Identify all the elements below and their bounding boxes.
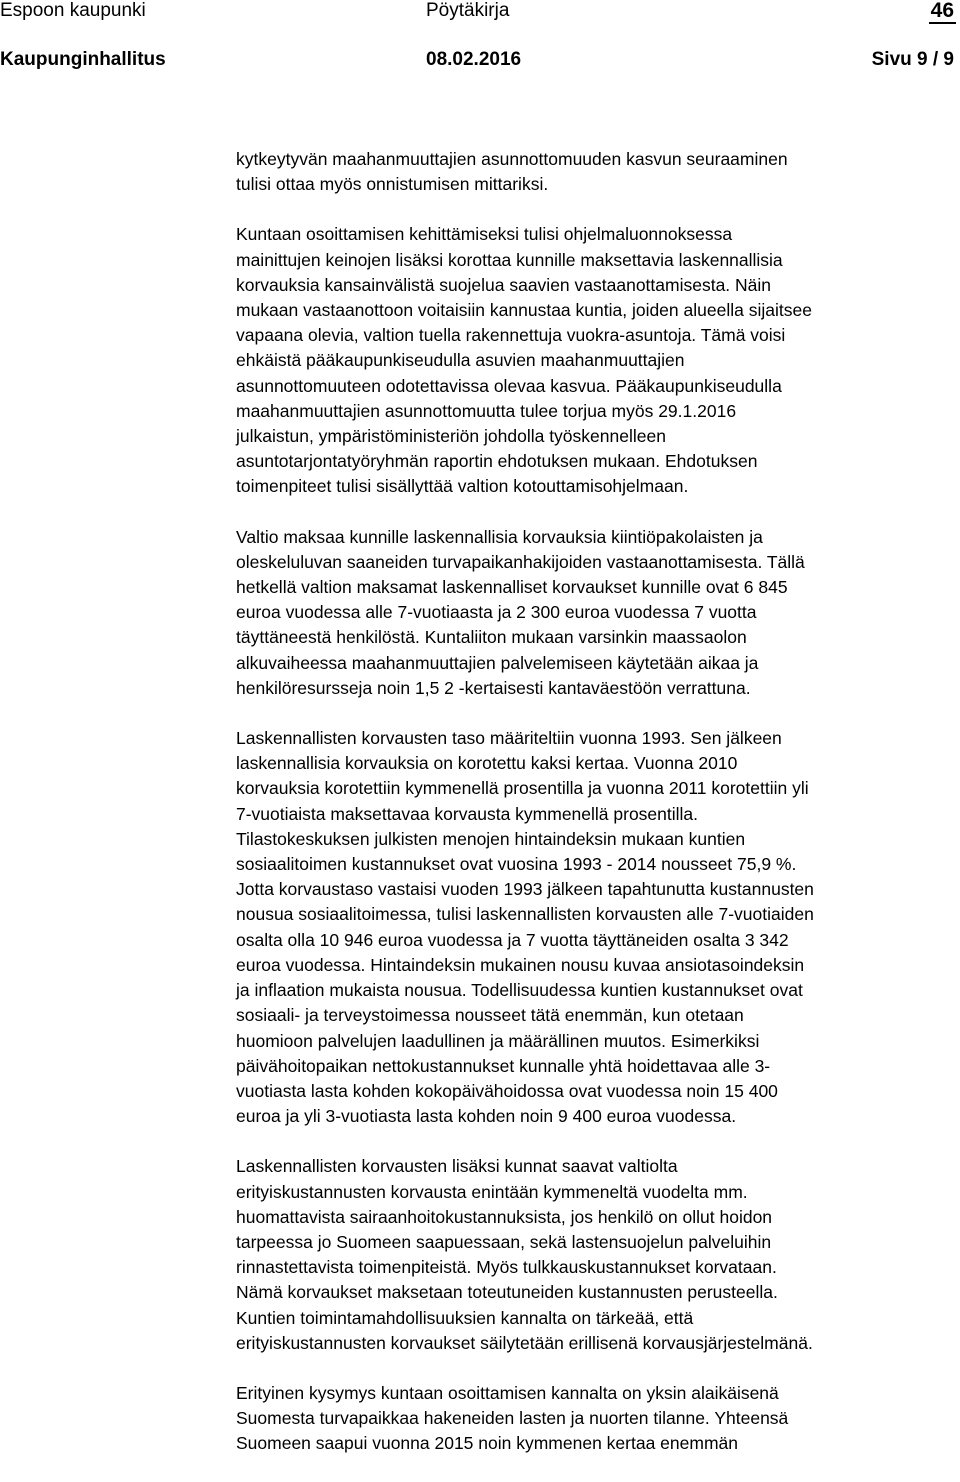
- meeting-date: 08.02.2016: [426, 49, 522, 70]
- text-line: Nämä korvaukset maksetaan toteutuneiden kustannusten perusteella.: [236, 1282, 778, 1303]
- text-line: hetkellä valtion maksamat laskennalliset korvaukset kunnille ovat 6 845: [236, 577, 788, 598]
- document-body: [236, 147, 960, 1482]
- text-line: vapaana olevia, valtion tuella rakennettuja vuokra-asuntoja. Tämä voisi: [236, 325, 786, 346]
- text-line: Laskennallisten korvausten taso määriteltiin vuonna 1993. Sen jälkeen: [236, 728, 782, 749]
- document-type: Pöytäkirja: [426, 0, 510, 21]
- text-line: euroa ja yli 3-vuotiasta lasta kohden noin 9 400 euroa vuodessa.: [236, 1106, 737, 1127]
- text-line: rinnastettavista toimenpiteistä. Myös tulkkauskustannukset korvataan.: [236, 1257, 777, 1278]
- text-line: Suomesta turvapaikkaa hakeneiden lasten ja nuorten tilanne. Yhteensä: [236, 1408, 789, 1429]
- text-line: ja inflaation mukaista nousua. Todellisuudessa kuntien kustannukset ovat: [236, 980, 803, 1001]
- text-line: huomattavista sairaanhoitokustannuksista, jos henkilö on ollut hoidon: [236, 1206, 773, 1227]
- text-line: erityiskustannusten korvausta enintään kymmeneltä vuodelta mm.: [236, 1181, 748, 1202]
- paragraph: [236, 1381, 960, 1457]
- text-line: laskennallisia korvauksia on korotettu kaksi kertaa. Vuonna 2010: [236, 753, 738, 774]
- text-line: maahanmuuttajien asunnottomuutta tulee torjua myös 29.1.2016: [236, 400, 737, 421]
- text-line: sosiaalitoimen kustannukset ovat vuosina 1993 - 2014 nousseet 75,9 %.: [236, 854, 797, 875]
- text-line: Tilastokeskuksen julkisten menojen hintaindeksin mukaan kuntien: [236, 828, 746, 849]
- text-line: Laskennallisten korvausten lisäksi kunnat saavat valtiolta: [236, 1156, 678, 1177]
- text-line: mainittujen keinojen lisäksi korottaa kunnille maksettavia laskennallisia: [236, 249, 783, 270]
- text-line: alkuvaiheessa maahanmuuttajien palvelemiseen käytetään aikaa ja: [236, 652, 759, 673]
- text-line: huomioon palvelujen laadullinen ja määrällinen muutos. Esimerkiksi: [236, 1030, 760, 1051]
- text-line: osalta olla 10 946 euroa vuodessa ja 7 vuotta täyttäneiden osalta 3 342: [236, 929, 789, 950]
- text-line: nousua sosiaalitoimessa, tulisi laskennallisten korvausten alle 7-vuotiaiden: [236, 904, 814, 925]
- text-line: julkaistun, ympäristöministeriön johdolla työskennelleen: [236, 426, 666, 447]
- text-line: tarpeessa jo Suomeen saapuessaan, sekä lastensuojelun palveluihin: [236, 1231, 772, 1252]
- text-line: korvauksia kansainvälistä suojelua saavien vastaanottamisesta. Näin: [236, 274, 772, 295]
- text-line: vuotiasta lasta kohden kokopäivähoidossa ovat vuodessa noin 15 400: [236, 1080, 778, 1101]
- text-line: oleskeluluvan saaneiden turvapaikanhakijoiden vastaanottamisesta. Tällä: [236, 551, 805, 572]
- text-line: Jotta korvaustaso vastaisi vuoden 1993 jälkeen tapahtunutta kustannusten: [236, 879, 814, 900]
- text-line: Kuntien toimintamahdollisuuksien kannalta on tärkeää, että: [236, 1307, 694, 1328]
- organization-name: Espoon kaupunki: [0, 0, 146, 21]
- text-line: euroa vuodessa alle 7-vuotiaasta ja 2 300 euroa vuodessa 7 vuotta: [236, 602, 757, 623]
- text-line: päivähoitopaikan nettokustannukset kunnalle yhtä hoidettavaa alle 3-: [236, 1055, 771, 1076]
- section-number: 46: [930, 0, 954, 22]
- text-line: 7-vuotiaista maksettavaa korvausta kymmenellä prosentilla.: [236, 803, 699, 824]
- text-line: euroa vuodessa. Hintaindeksin mukainen nousu kuvaa ansiotasoindeksin: [236, 954, 805, 975]
- text-line: asunnottomuuteen odotettavissa olevaa kasvua. Pääkaupunkiseudulla: [236, 375, 782, 396]
- text-line: täyttäneestä henkilöstä. Kuntaliiton mukaan varsinkin maassaolon: [236, 627, 747, 648]
- paragraph: [236, 1154, 960, 1356]
- decision-body: Kaupunginhallitus: [0, 49, 166, 70]
- page-number: Sivu 9 / 9: [871, 49, 954, 70]
- text-line: erityiskustannusten korvaukset säilytetään erillisenä korvausjärjestelmänä.: [236, 1332, 813, 1353]
- text-line: tulisi ottaa myös onnistumisen mittariksi.: [236, 174, 549, 195]
- text-line: korvauksia korotettiin kymmenellä prosentilla ja vuonna 2011 korotettiin yli: [236, 778, 809, 799]
- paragraph: [236, 222, 960, 499]
- text-line: Kuntaan osoittamisen kehittämiseksi tulisi ohjelmaluonnoksessa: [236, 224, 733, 245]
- text-line: Valtio maksaa kunnille laskennallisia korvauksia kiintiöpakolaisten ja: [236, 526, 763, 547]
- text-line: Suomeen saapui vuonna 2015 noin kymmenen kertaa enemmän: [236, 1433, 738, 1454]
- text-line: ehkäistä pääkaupunkiseudulla asuvien maahanmuuttajien: [236, 350, 685, 371]
- paragraph: [236, 726, 960, 1129]
- text-line: sosiaali- ja terveystoimessa nousseet tätä enemmän, kun otetaan: [236, 1005, 744, 1026]
- text-line: henkilöresursseja noin 1,5 2 -kertaisesti kantaväestöön verrattuna.: [236, 677, 751, 698]
- text-line: kytkeytyvän maahanmuuttajien asunnottomuuden kasvun seuraaminen: [236, 149, 788, 169]
- paragraph: [236, 525, 960, 701]
- text-line: Erityinen kysymys kuntaan osoittamisen kannalta on yksin alaikäisenä: [236, 1382, 779, 1403]
- text-line: asuntotarjontatyöryhmän raportin ehdotuksen mukaan. Ehdotuksen: [236, 451, 758, 472]
- page-header: [0, 0, 960, 86]
- paragraph: [236, 147, 960, 197]
- text-line: toimenpiteet tulisi sisällyttää valtion kotouttamisohjelmaan.: [236, 476, 689, 497]
- text-line: mukaan vastaanottoon voitaisiin kannustaa kuntia, joiden alueella sijaitsee: [236, 300, 812, 321]
